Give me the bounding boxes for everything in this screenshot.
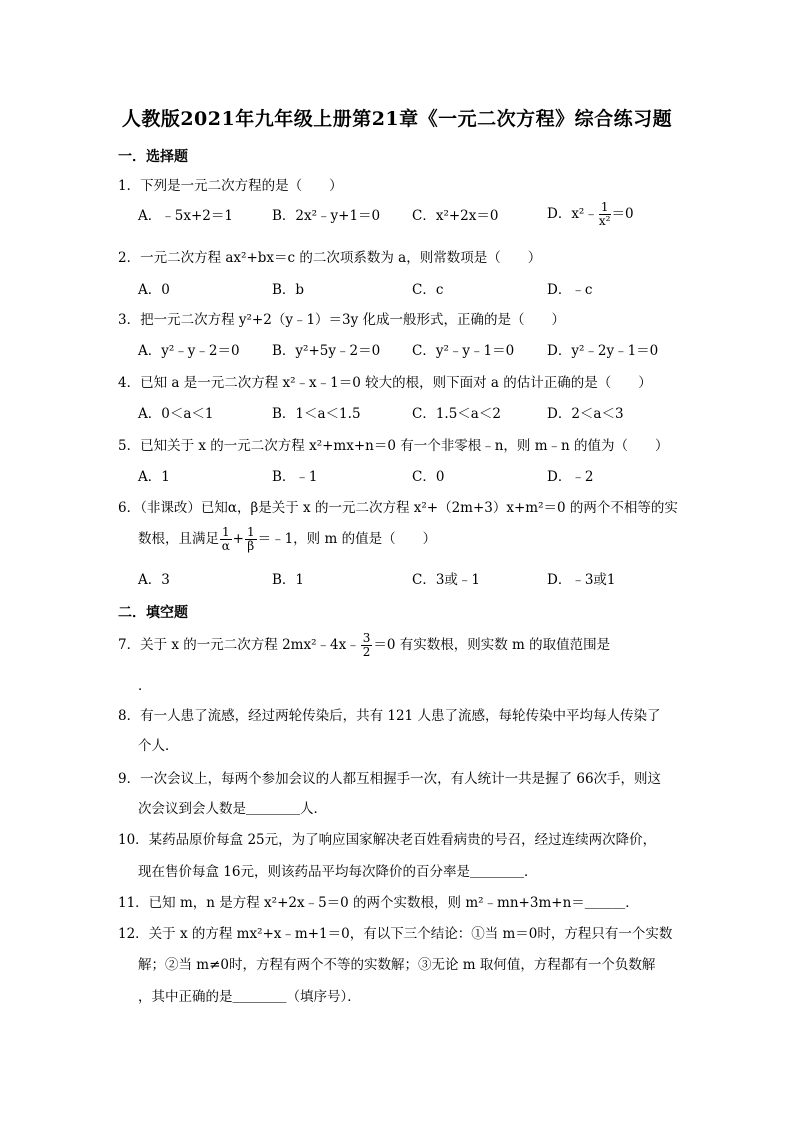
question-3-option-a: A．y²﹣y﹣2＝0 bbox=[138, 343, 240, 359]
question-7-stem-line2: ． bbox=[138, 678, 152, 694]
question-6-stem-line2-suffix: ＝﹣1，则 m 的值是（ ） bbox=[257, 531, 437, 547]
question-9-stem-line2: 次会议到会人数是＿＿＿＿人． bbox=[138, 801, 327, 817]
fraction-denominator: 2 bbox=[362, 645, 371, 659]
question-6-stem-line2-prefix: 数根，且满足 bbox=[138, 531, 219, 547]
question-1-stem: 1．下列是一元二次方程的是（ ） bbox=[118, 178, 343, 194]
question-2-option-c: C．c bbox=[412, 282, 444, 298]
question-1-option-b: B．2x²﹣y+1＝0 bbox=[272, 208, 381, 224]
fraction-alpha bbox=[220, 526, 232, 553]
question-6-option-c: C．3或﹣1 bbox=[412, 572, 481, 588]
page-title: 人教版2021年九年级上册第21章《一元二次方程》综合练习题 bbox=[121, 108, 673, 130]
question-1-option-d-suffix: ＝0 bbox=[611, 206, 634, 222]
plus-sign: + bbox=[232, 531, 244, 547]
fraction-numerator: 1 bbox=[246, 525, 255, 539]
question-12-stem-line3: ，其中正确的是＿＿＿＿（填序号）． bbox=[138, 989, 361, 1005]
question-4-option-b: B．1＜a＜1.5 bbox=[272, 406, 361, 422]
fraction-numerator: 1 bbox=[222, 525, 230, 539]
question-6-stem-line2 bbox=[138, 526, 698, 553]
fraction-beta bbox=[245, 526, 257, 553]
question-1-option-a: A．﹣5x+2＝1 bbox=[138, 208, 233, 224]
question-3-stem: 3．把一元二次方程 y²+2（y﹣1）＝3y 化成一般形式，正确的是（ ） bbox=[118, 312, 566, 328]
question-4-stem: 4．已知 a 是一元二次方程 x²﹣x﹣1＝0 较大的根，则下面对 a 的估计正确的是（ ） bbox=[118, 375, 652, 391]
question-5-option-a: A．1 bbox=[138, 469, 170, 485]
question-9-stem-line1: 9．一次会议上，每两个参加会议的人都互相握手一次，有人统计一共是握了 66次手，则这 bbox=[118, 771, 662, 787]
question-6-option-a: A．3 bbox=[138, 572, 170, 588]
question-3-option-b: B．y²+5y﹣2＝0 bbox=[272, 343, 381, 359]
question-5-option-b: B．﹣1 bbox=[272, 469, 318, 485]
question-7-stem-prefix: 7．关于 x 的一元二次方程 2mx²﹣4x﹣ bbox=[118, 637, 360, 653]
question-4-option-a: A．0＜a＜1 bbox=[138, 406, 214, 422]
question-6-option-d: D．﹣3或1 bbox=[547, 572, 616, 588]
fraction-denominator: x² bbox=[598, 214, 611, 228]
fraction-denominator: β bbox=[247, 539, 255, 553]
section-heading-fill: 二．填空题 bbox=[118, 605, 188, 621]
fraction bbox=[599, 201, 611, 228]
question-5-option-c: C．0 bbox=[412, 469, 445, 485]
question-4-option-c: C．1.5＜a＜2 bbox=[412, 406, 501, 422]
question-6-stem-line1: 6．（非课改）已知α，β是关于 x 的一元二次方程 x²+（2m+3）x+m²＝0 的两个不相等的实 bbox=[118, 500, 678, 516]
question-11-stem: 11．已知 m，n 是方程 x²+2x﹣5＝0 的两个实数根，则 m²﹣mn+3m+n＝＿＿＿． bbox=[118, 895, 639, 911]
fraction-numerator: 1 bbox=[600, 200, 609, 214]
question-2-option-a: A．0 bbox=[138, 282, 170, 298]
fraction-denominator: α bbox=[221, 539, 230, 553]
question-12-stem-line2: 解；②当 m≠0时，方程有两个不等的实数解；③无论 m 取何值，方程都有一个负数解 bbox=[138, 957, 656, 973]
question-1-option-c: C．x²+2x＝0 bbox=[412, 208, 499, 224]
section-heading-choice: 一．选择题 bbox=[118, 149, 188, 165]
question-2-stem: 2．一元二次方程 ax²+bx＝c 的二次项系数为 a，则常数项是（ ） bbox=[118, 250, 542, 266]
question-2-option-b: B．b bbox=[272, 282, 305, 298]
question-10-stem-line1: 10．某药品原价每盒 25元，为了响应国家解决老百姓看病贵的号召，经过连续两次降价， bbox=[118, 832, 657, 848]
question-5-stem: 5．已知关于 x 的一元二次方程 x²+mx+n＝0 有一个非零根﹣n，则 m﹣n 的值为（ ） bbox=[118, 438, 669, 454]
question-4-option-d: D．2＜a＜3 bbox=[547, 406, 624, 422]
question-8-stem-line2: 个人． bbox=[138, 738, 179, 754]
question-12-stem-line1: 12．关于 x 的方程 mx²+x﹣m+1＝0，有以下三个结论：①当 m＝0时，方程只有一个实数 bbox=[118, 926, 673, 942]
question-2-option-d: D．﹣c bbox=[547, 282, 593, 298]
question-8-stem-line1: 8．有一人患了流感，经过两轮传染后，共有 121 人患了流感，每轮传染中平均每人传染了 bbox=[118, 708, 661, 724]
fraction-numerator: 3 bbox=[362, 631, 371, 645]
fraction bbox=[361, 632, 373, 659]
question-6-option-b: B．1 bbox=[272, 572, 305, 588]
question-7-stem-suffix: ＝0 有实数根，则实数 m 的取值范围是 bbox=[373, 637, 611, 653]
question-7-stem bbox=[118, 632, 678, 659]
question-3-option-c: C．y²﹣y﹣1＝0 bbox=[412, 343, 515, 359]
question-1-option-d bbox=[547, 201, 634, 228]
question-10-stem-line2: 现在售价每盒 16元，则该药品平均每次降价的百分率是＿＿＿＿． bbox=[138, 864, 538, 880]
question-1-option-d-prefix: D．x²﹣ bbox=[547, 206, 598, 222]
question-3-option-d: D．y²﹣2y﹣1＝0 bbox=[547, 343, 659, 359]
question-5-option-d: D．﹣2 bbox=[547, 469, 594, 485]
